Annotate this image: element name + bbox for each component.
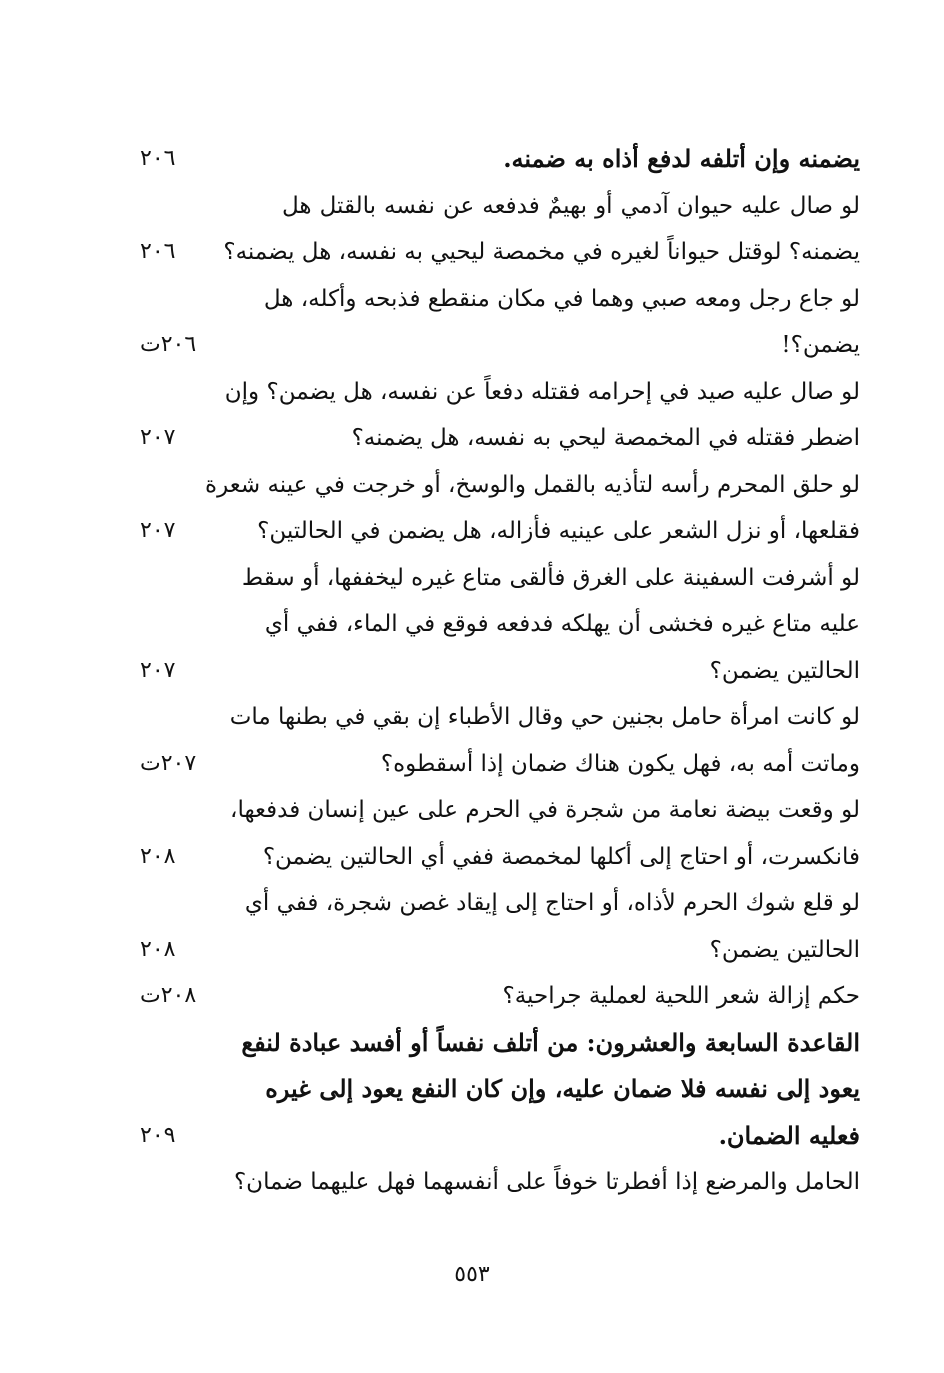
entry-text [233,1159,860,1206]
entry-line: الحامل والمرضع إذا أفطرتا خوفاً على أنفسهما فهل عليهما ضمان؟ [233,1169,860,1195]
entry-line: حكم إزالة شعر اللحية لعملية جراحية؟ [502,983,860,1009]
entry-line: فانكسرت، أو احتاج إلى أكلها لمخمصة ففي أي الحالتين يضمن؟ [262,843,860,870]
page-reference: ٢٠٦ [140,146,176,171]
rule-heading [140,1020,860,1160]
entry-line: القاعدة السابعة والعشرون: من أتلف نفساً أو أفسد عبادة لنفع [241,1027,860,1057]
rule-heading [140,136,860,183]
index-entry [140,880,860,973]
entry-text [223,183,860,276]
entry-text [205,462,860,555]
entry-text [229,694,860,787]
index-list [140,136,860,1206]
entry-text [230,787,860,880]
entry-text [224,369,860,462]
entry-text [241,1020,860,1160]
entry-line: وماتت أمه به، فهل يكون هناك ضمان إذا أسقطوه؟ [380,750,860,777]
entry-line: لو حلق المحرم رأسه لتأذيه بالقمل والوسخ، أو خرجت في عينه شعرة [205,471,860,498]
index-entry [140,276,860,369]
page-reference: ٢٠٧ت [140,750,197,776]
page-reference: ٢٠٧ [140,425,176,450]
entry-line: لو قلع شوك الحرم لأذاه، أو احتاج إلى إيقاد غصن شجرة، ففي أي [244,890,860,916]
entry-line: الحالتين يضمن؟ [709,936,860,963]
entry-text [244,880,860,973]
page-reference: ٢٠٨ [140,843,176,869]
entry-line: فعليه الضمان. [718,1120,860,1150]
entry-line: لو كانت امرأة حامل بجنين حي وقال الأطباء إن بقي في بطنها مات [229,704,860,730]
entry-line: يضمنه؟ لوقتل حيواناً لغيره في مخمصة ليحيي به نفسه، هل يضمنه؟ [223,239,860,265]
page-reference: ٢٠٩ [140,1122,176,1148]
page-reference: ٢٠٧ [140,518,176,543]
page-reference: ٢٠٦ت [140,332,197,357]
entry-line: لو صال عليه صيد في إحرامه فقتله دفعاً عن نفسه، هل يضمن؟ وإن [224,378,860,405]
entry-line: يضمن؟! [781,332,860,358]
page-number: ٥٥٣ [454,1262,490,1287]
page-reference: ٢٠٦ [140,239,176,264]
index-entry [140,1159,860,1206]
entry-text [241,555,860,695]
entry-line: يعود إلى نفسه فلا ضمان عليه، وإن كان النفع يعود إلى غيره [265,1074,860,1103]
entry-line: عليه متاع غيره فخشى أن يهلكه فدفعه فوقع في الماء، ففي أي [264,611,860,637]
entry-line: يضمنه وإن أتلفه لدفع أذاه به ضمنه. [503,144,860,173]
entry-line: لو وقعت بيضة نعامة من شجرة في الحرم على عين إنسان فدفعها، [230,797,860,823]
index-entry [140,183,860,276]
entry-line: فقلعها، أو نزل الشعر على عينيه فأزاله، هل يضمن في الحالتين؟ [257,518,860,544]
index-entry [140,369,860,462]
index-entry [140,462,860,555]
entry-text [282,973,860,1020]
entry-line: لو أشرفت السفينة على الغرق فألقى متاع غيره ليخففها، أو سقط [241,564,860,591]
entry-text [282,136,860,183]
page-reference: ٢٠٨ [140,936,176,962]
entry-line: لو جاع رجل ومعه صبي وهما في مكان منقطع فذبحه وأكله، هل [263,285,860,312]
entry-line: لو صال عليه حيوان آدمي أو بهيمٌ فدفعه عن نفسه بالقتل هل [282,192,860,219]
page-reference: ٢٠٨ت [140,983,197,1008]
page-reference: ٢٠٧ [140,657,176,683]
entry-line: الحالتين يضمن؟ [709,657,860,684]
index-entry [140,555,860,695]
entry-line: اضطر فقتله في المخمصة ليحي به نفسه، هل يضمنه؟ [351,425,860,451]
index-entry [140,694,860,787]
index-entry [140,973,860,1020]
index-entry [140,787,860,880]
entry-text [263,276,860,369]
